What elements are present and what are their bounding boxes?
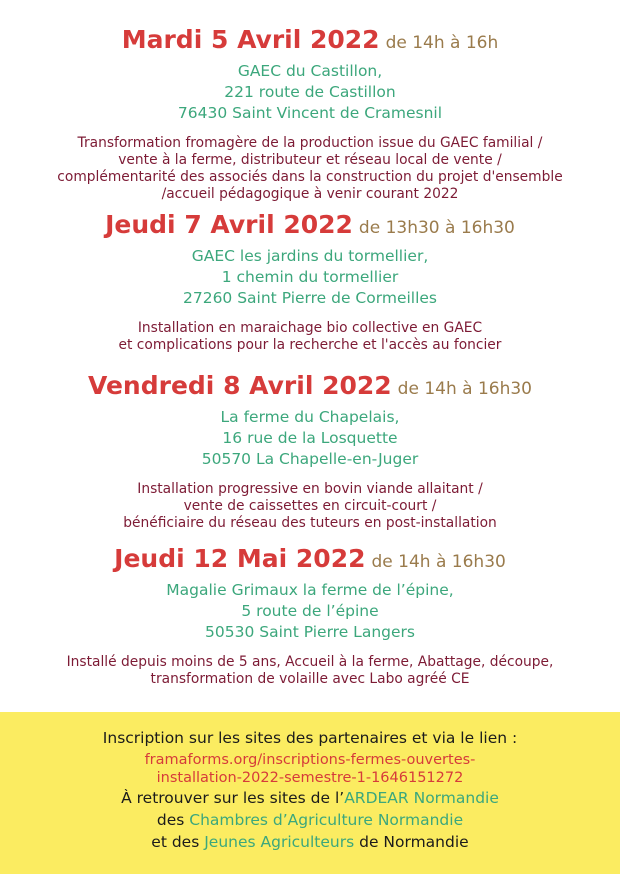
description-line: vente à la ferme, distributeur et réseau local de vente / xyxy=(118,152,502,168)
address-line: 5 route de l’épine xyxy=(241,602,379,620)
event-address xyxy=(0,407,620,470)
address-line: La ferme du Chapelais, xyxy=(220,408,400,426)
description-line: Transformation fromagère de la production issue du GAEC familial / xyxy=(77,135,543,151)
description-line: et complications pour la recherche et l'accès au foncier xyxy=(118,337,502,353)
address-line: GAEC les jardins du tormellier, xyxy=(191,247,429,265)
event-date-line xyxy=(0,373,620,398)
event-address xyxy=(0,580,620,643)
event-date-line xyxy=(0,27,620,52)
event-address xyxy=(0,61,620,124)
address-line: Magalie Grimaux la ferme de l’épine, xyxy=(166,581,454,599)
description-line: vente de caissettes en circuit-court / xyxy=(183,498,437,514)
event-date-line xyxy=(0,212,620,237)
description-line: /accueil pédagogique à venir courant 2022 xyxy=(161,186,459,202)
event-description xyxy=(0,135,620,203)
retrouver-text: À retrouver sur les sites de l’ xyxy=(121,789,345,807)
event-time: de 14h à 16h30 xyxy=(397,379,532,399)
ardear-link[interactable]: ARDEAR Normandie xyxy=(344,789,499,807)
event-date: Jeudi 7 Avril 2022 xyxy=(105,210,353,239)
address-line: 76430 Saint Vincent de Cramesnil xyxy=(177,104,443,122)
event-time: de 13h30 à 16h30 xyxy=(358,218,515,238)
event-description xyxy=(0,654,620,688)
address-line: 27260 Saint Pierre de Cormeilles xyxy=(182,289,438,307)
event-description xyxy=(0,481,620,532)
event-description xyxy=(0,320,620,354)
description-line: Installé depuis moins de 5 ans, Accueil à la ferme, Abattage, découpe, xyxy=(66,654,554,670)
event-date: Jeudi 12 Mai 2022 xyxy=(114,544,366,573)
event-date: Vendredi 8 Avril 2022 xyxy=(87,371,392,400)
registration-link-line[interactable]: framaforms.org/inscriptions-fermes-ouvertes- xyxy=(144,752,476,768)
inscription-text: Inscription sur les sites des partenaires et via le lien : xyxy=(102,729,518,747)
partners-line-chambres xyxy=(0,809,620,831)
chambres-link[interactable]: Chambres d’Agriculture Normandie xyxy=(189,811,464,829)
chambres-prefix: des xyxy=(156,811,190,829)
description-line: transformation de volaille avec Labo agréé CE xyxy=(150,671,470,687)
registration-footer xyxy=(0,712,620,874)
address-line: 50530 Saint Pierre Langers xyxy=(205,623,415,641)
description-line: Installation progressive en bovin viande allaitant / xyxy=(137,481,483,497)
event-date-line xyxy=(0,546,620,571)
description-line: Installation en maraichage bio collective en GAEC xyxy=(137,320,483,336)
event-3 xyxy=(0,373,620,532)
event-date: Mardi 5 Avril 2022 xyxy=(121,25,380,54)
ja-suffix: de Normandie xyxy=(354,833,469,851)
registration-link[interactable] xyxy=(0,751,620,787)
event-1 xyxy=(0,27,620,203)
event-time: de 14h à 16h xyxy=(385,33,499,53)
description-line: bénéficiaire du réseau des tuteurs en post-installation xyxy=(123,515,497,531)
ja-link[interactable]: Jeunes Agriculteurs xyxy=(204,833,355,851)
address-line: 1 chemin du tormellier xyxy=(221,268,399,286)
address-line: GAEC du Castillon, xyxy=(237,62,383,80)
address-line: 16 rue de la Losquette xyxy=(222,429,398,447)
registration-link-line[interactable]: installation-2022-semestre-1-1646151272 xyxy=(156,770,464,786)
event-4 xyxy=(0,546,620,688)
address-line: 221 route de Castillon xyxy=(224,83,396,101)
description-line: complémentarité des associés dans la construction du projet d'ensemble xyxy=(57,169,563,185)
event-time: de 14h à 16h30 xyxy=(371,552,506,572)
ja-prefix: et des xyxy=(151,833,205,851)
partners-line-ja xyxy=(0,831,620,853)
event-2 xyxy=(0,212,620,354)
address-line: 50570 La Chapelle-en-Juger xyxy=(201,450,419,468)
partners-line-ardear xyxy=(0,787,620,809)
event-address xyxy=(0,246,620,309)
